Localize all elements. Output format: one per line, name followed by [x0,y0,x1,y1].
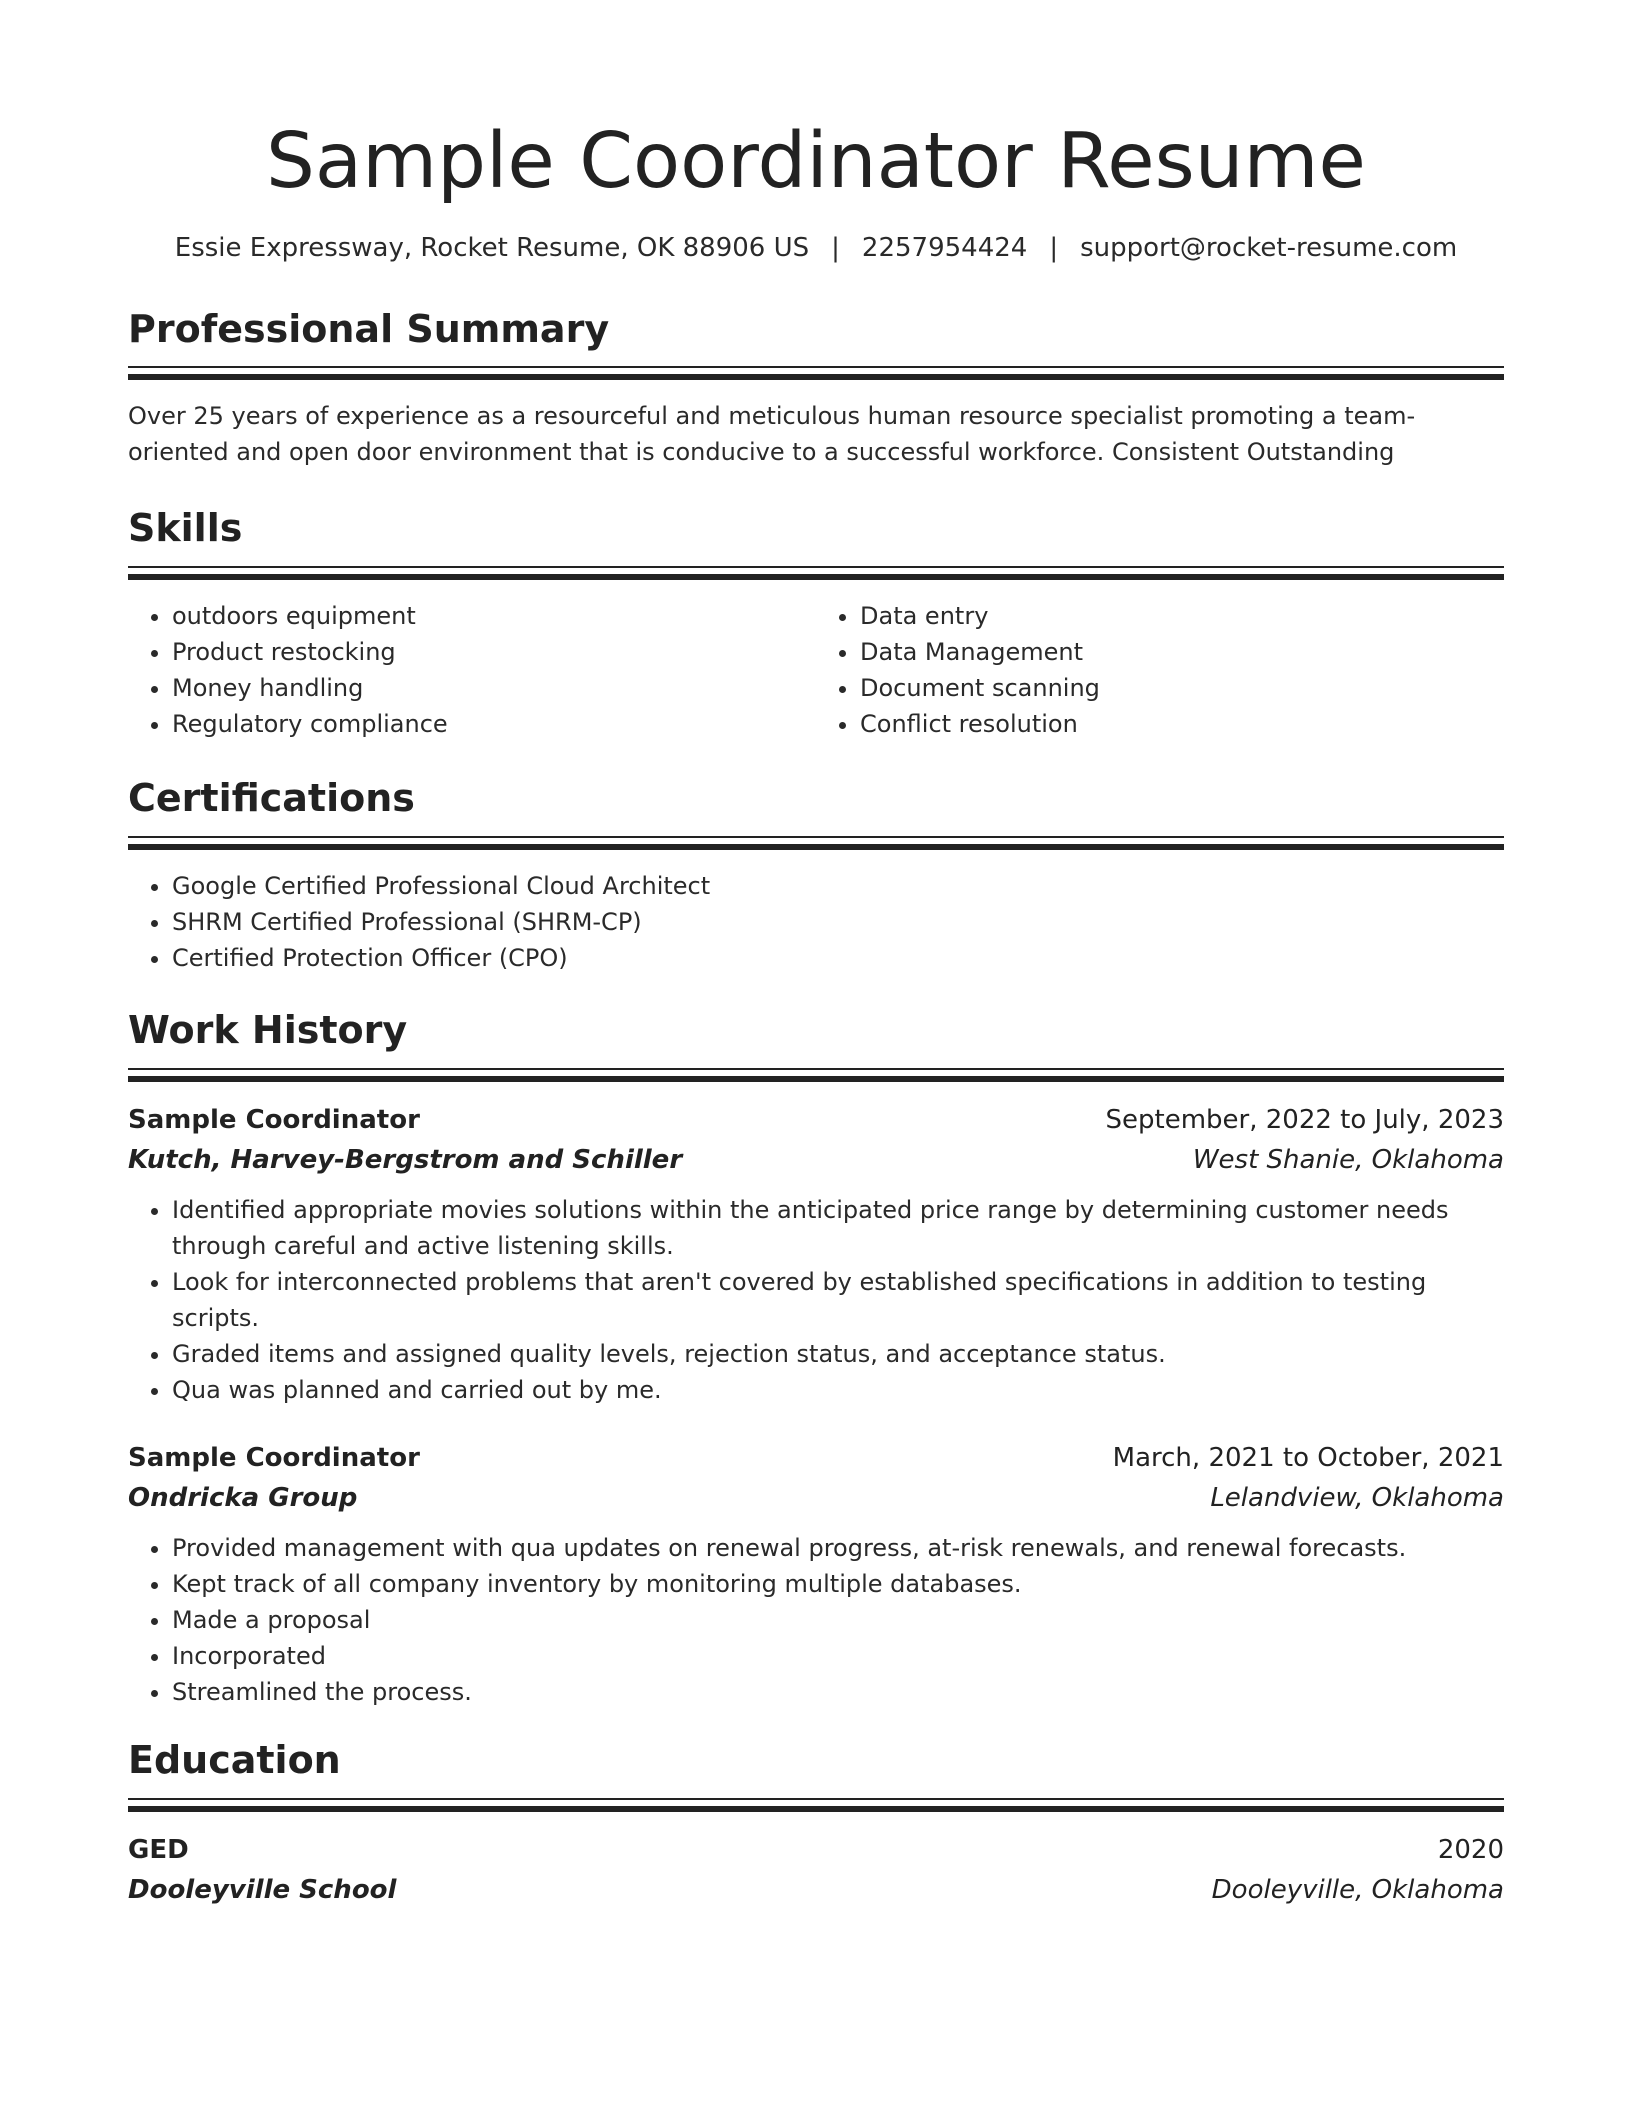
skills-list-left [128,598,816,742]
job-location: West Shanie, Oklahoma [1192,1144,1504,1175]
job-location: Lelandview, Oklahoma [1210,1482,1504,1513]
skill-item: • outdoors equipment [172,598,816,634]
contact-address: Essie Expressway, Rocket Resume, OK 88906 US [174,232,810,263]
education-section [128,1737,1504,1910]
job-bullet: • Look for interconnected problems that aren't covered by established specifications in addition to testing scripts. [172,1264,1504,1336]
skill-item: • Document scanning [860,670,1504,706]
job-header-row [128,1100,1504,1140]
contact-phone: 2257954424 [861,232,1028,263]
section-divider [128,836,1504,850]
contact-line [128,233,1504,263]
job-company-row [128,1478,1504,1518]
skill-item: • Data entry [860,598,1504,634]
job-company: Kutch, Harvey-Bergstrom and Schiller [128,1144,683,1175]
skill-item: • Conflict resolution [860,706,1504,742]
section-heading-skills: Skills [128,506,243,551]
job-title: Sample Coordinator [128,1442,420,1473]
contact-separator: | [1049,232,1059,263]
certification-item: • Google Certified Professional Cloud Architect [172,868,1504,904]
skill-item: • Regulatory compliance [172,706,816,742]
job-company: Ondricka Group [128,1482,358,1513]
summary-section [128,306,1504,471]
job-bullet: • Graded items and assigned quality levels, rejection status, and acceptance status. [172,1336,1504,1372]
job-bullet: • Provided management with qua updates on renewal progress, at-risk renewals, and renewal forecasts. [172,1530,1504,1566]
summary-text: Over 25 years of experience as a resourceful and meticulous human resource specialist promoting a team-oriented and open door environment that is conducive to a successful workforce. Consistent Outstanding [128,402,1416,467]
section-heading-work-history: Work History [128,1008,408,1053]
education-location: Dooleyville, Oklahoma [1211,1874,1504,1905]
section-divider [128,1798,1504,1812]
certifications-section [128,778,1504,976]
education-header-row [128,1830,1504,1870]
section-divider [128,1068,1504,1082]
certification-item: • Certified Protection Officer (CPO) [172,940,1504,976]
skill-item: • Data Management [860,634,1504,670]
job-dates: September, 2022 to July, 2023 [1105,1104,1504,1135]
job-entry [128,1100,1504,1408]
skill-item: • Money handling [172,670,816,706]
job-bullet: • Incorporated [172,1638,1504,1674]
section-divider [128,566,1504,580]
skills-list-right [816,598,1504,742]
education-degree: GED [128,1834,189,1865]
job-dates: March, 2021 to October, 2021 [1112,1442,1504,1473]
job-bullets [128,1530,1504,1710]
job-bullet: • Made a proposal [172,1602,1504,1638]
certification-item: • SHRM Certified Professional (SHRM-CP) [172,904,1504,940]
job-bullet: • Streamlined the process. [172,1674,1504,1710]
job-bullet: • Kept track of all company inventory by monitoring multiple databases. [172,1566,1504,1602]
job-entry [128,1438,1504,1710]
job-bullets [128,1192,1504,1408]
section-heading-certifications: Certifications [128,776,415,821]
contact-separator: | [831,232,840,263]
section-heading-education: Education [128,1737,341,1782]
job-bullet: • Qua was planned and carried out by me. [172,1372,1504,1408]
section-divider [128,366,1504,380]
education-school: Dooleyville School [128,1874,397,1905]
job-title: Sample Coordinator [128,1104,420,1135]
skill-item: • Product restocking [172,634,816,670]
education-school-row [128,1870,1504,1910]
section-heading-summary: Professional Summary [128,306,610,351]
skills-section [128,508,1504,742]
education-year: 2020 [1437,1834,1504,1865]
resume-title: Sample Coordinator Resume [266,117,1366,206]
skills-grid [128,598,1504,742]
contact-email: support@rocket-resume.com [1080,232,1458,263]
certifications-list [128,868,1504,976]
job-header-row [128,1438,1504,1478]
job-bullet: • Identified appropriate movies solutions within the anticipated price range by determining customer needs through careful and active listening skills. [172,1192,1504,1264]
job-company-row [128,1140,1504,1180]
work-history-section [128,1010,1504,1710]
